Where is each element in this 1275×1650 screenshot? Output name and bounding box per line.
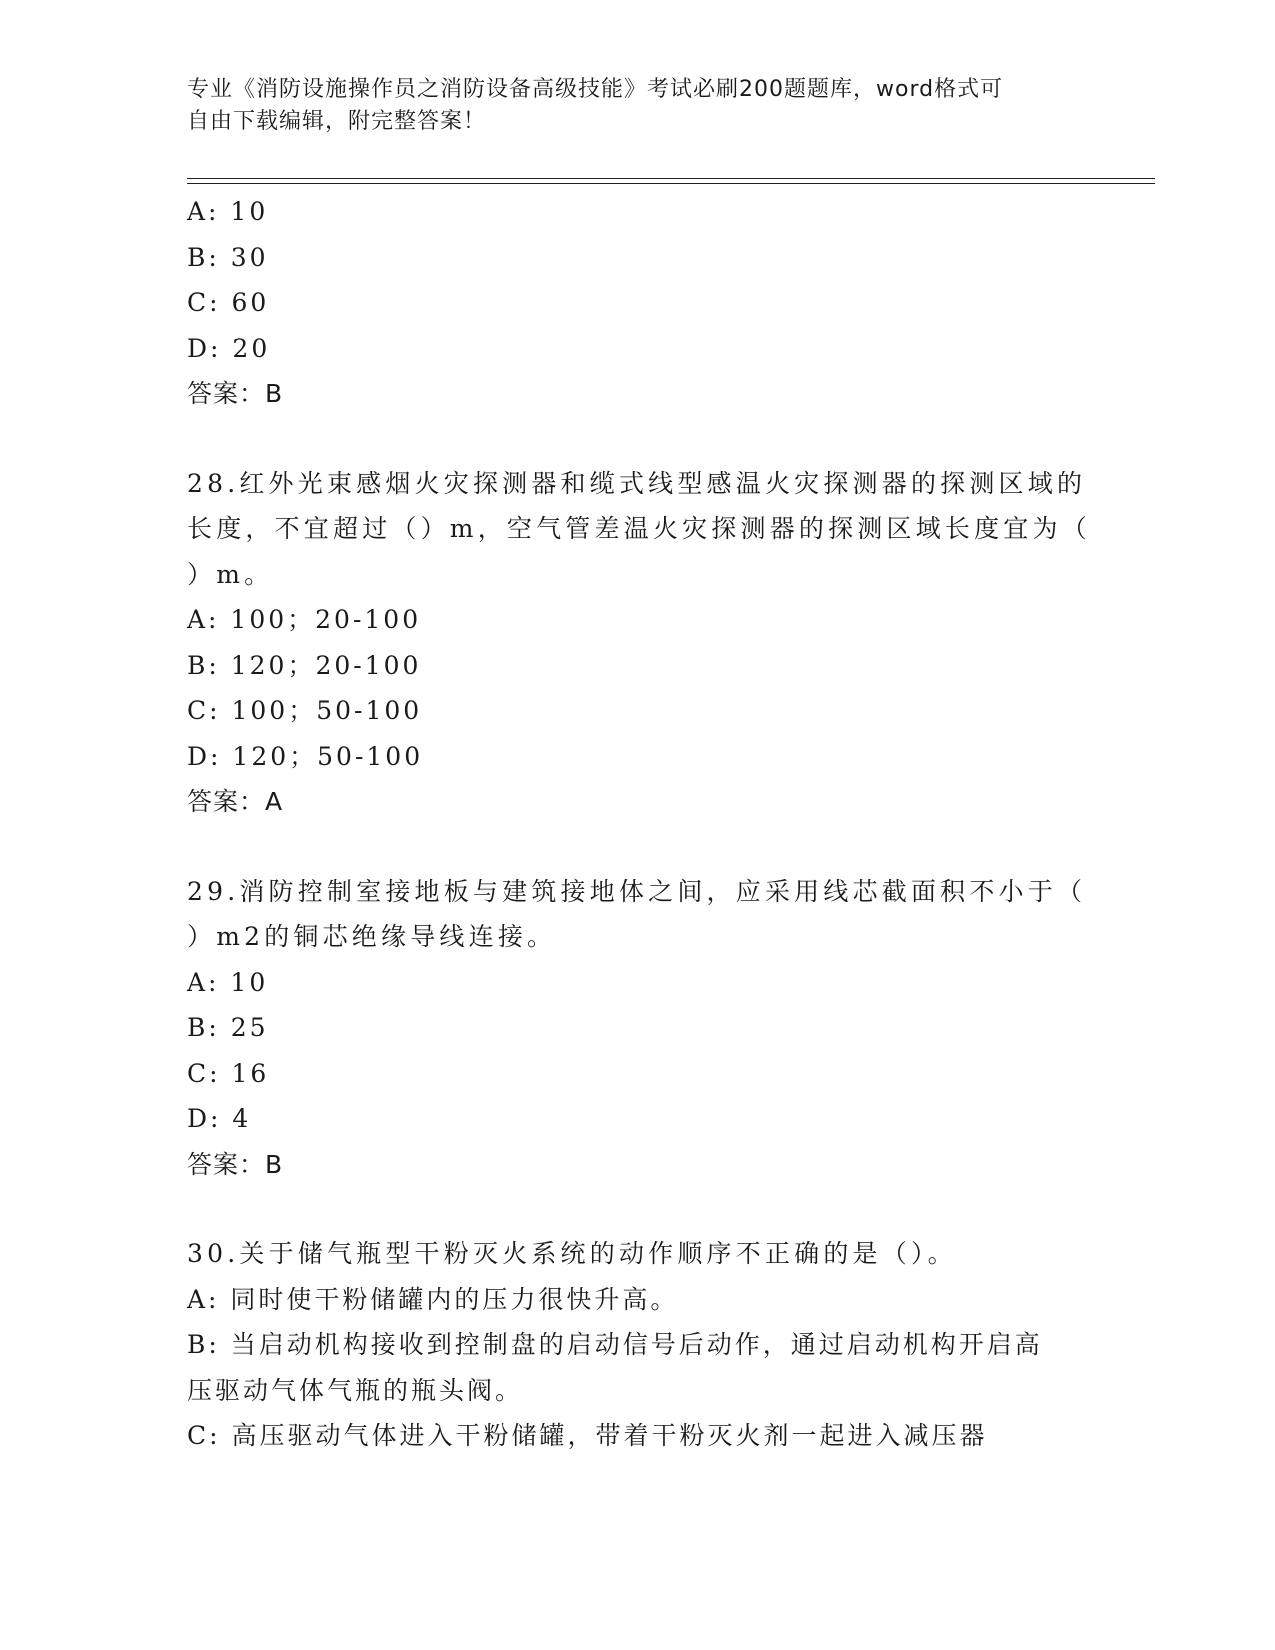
- question-text-line: 长度，不宜超过（）m，空气管差温火灾探测器的探测区域长度宜为（: [187, 514, 1091, 543]
- answer: 答案：A: [187, 787, 284, 816]
- option-d: D: 4: [187, 1104, 252, 1133]
- question-list: [187, 189, 1091, 1459]
- header-line-2: 自由下载编辑，附完整答案！: [187, 109, 487, 134]
- option-b: B: 25: [187, 1013, 269, 1042]
- option-a: A: 10: [187, 197, 269, 226]
- answer: 答案：B: [187, 379, 284, 408]
- question-text: [187, 869, 1087, 960]
- option-d: D: 20: [187, 333, 271, 363]
- header-divider-bottom: [187, 183, 1155, 184]
- option-c: C: 高压驱动气体进入干粉储罐，带着干粉灭火剂一起进入减压器: [187, 1421, 988, 1450]
- header-line-1: 专业《消防设施操作员之消防设备高级技能》考试必刷200题题库，word格式可: [187, 77, 1004, 102]
- option-c: C: 16: [187, 1058, 270, 1088]
- option-b-continued: 压驱动气体气瓶的瓶头阀。: [187, 1375, 524, 1405]
- option-b: B: 30: [187, 242, 269, 272]
- option-d: D: 120；50-100: [187, 741, 424, 771]
- question-text-line: ）m2的铜芯绝缘导线连接。: [187, 922, 557, 951]
- option-b: B: 当启动机构接收到控制盘的启动信号后动作，通过启动机构开启高: [187, 1330, 1043, 1359]
- question-text-line: ）m。: [187, 559, 274, 589]
- question-28: [187, 461, 1091, 825]
- question-30: [187, 1231, 1087, 1459]
- answer: 答案：B: [187, 1149, 284, 1179]
- document-header: [187, 74, 1067, 138]
- question-text: [187, 461, 1091, 598]
- header-divider-top: [187, 178, 1155, 179]
- option-a: A: 100；20-100: [187, 605, 422, 634]
- question-text-line: 30.关于储气瓶型干粉灭火系统的动作顺序不正确的是（）。: [187, 1239, 957, 1268]
- option-c: C: 60: [187, 288, 270, 317]
- option-b: B: 120；20-100: [187, 650, 422, 680]
- question-text-line: 29.消防控制室接地板与建筑接地体之间，应采用线芯截面积不小于（: [187, 876, 1087, 906]
- question-text-line: 28.红外光束感烟火灾探测器和缆式线型感温火灾探测器的探测区域的: [187, 468, 1087, 498]
- question-27: [187, 189, 1087, 417]
- option-c: C: 100；50-100: [187, 696, 423, 725]
- question-29: [187, 869, 1087, 1188]
- option-a: A: 10: [187, 967, 269, 997]
- option-a: A: 同时使干粉储罐内的压力很快升高。: [187, 1284, 679, 1314]
- question-text: [187, 1231, 1087, 1277]
